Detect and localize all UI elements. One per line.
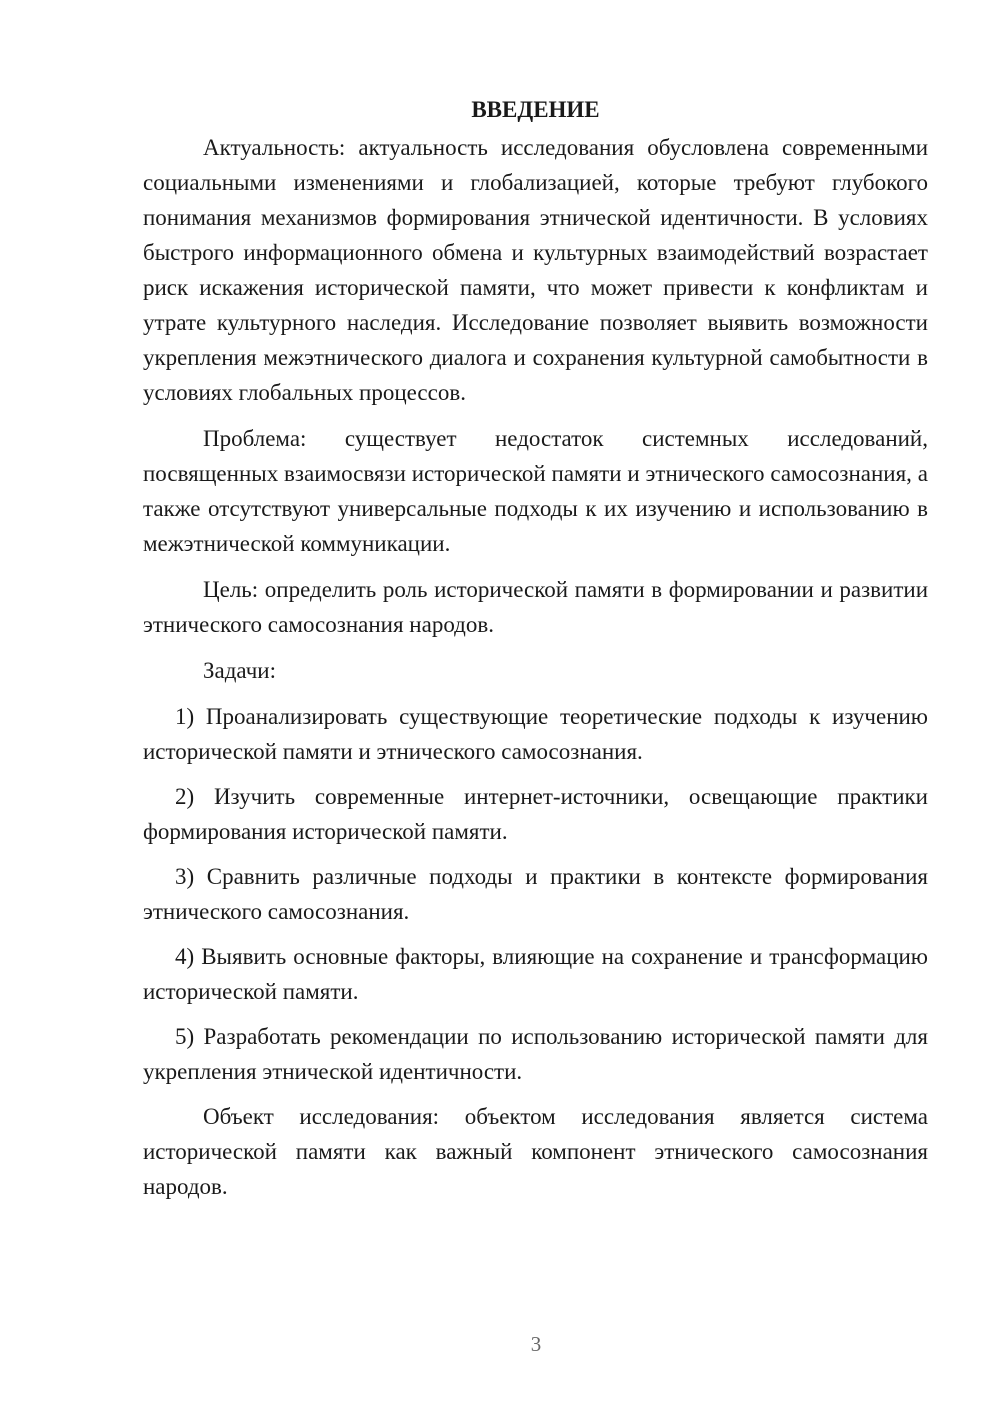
paragraph-goal: Цель: определить роль исторической памяти в формировании и развитии этнического самосознания народов. [143, 577, 928, 637]
task-item-3: 3) Сравнить различные подходы и практики в контексте формирования этнического самосознания. [143, 864, 928, 924]
task-item-2: 2) Изучить современные интернет-источники, освещающие практики формирования исторической памяти. [143, 784, 928, 844]
page-title: ВВЕДЕНИЕ [471, 97, 600, 122]
page-number: 3 [530, 1332, 542, 1356]
task-list [143, 699, 928, 1089]
paragraph-problem: Проблема: существует недостаток системных исследований, посвященных взаимосвязи исторической памяти и этнического самосознания, а также отсутствуют универсальные подходы к их изучению и использованию в межэтнической коммуникации. [143, 426, 928, 556]
paragraph-object: Объект исследования: объектом исследования является система исторической памяти как важный компонент этнического самосознания народов. [143, 1104, 928, 1199]
paragraph-relevance: Актуальность: актуальность исследования обусловлена современными социальными изменениями и глобализацией, которые требуют глубокого понимания механизмов формирования этнической идентичности. В условиях быстрого информационного обмена и культурных взаимодействий возрастает риск искажения исторической памяти, что может привести к конфликтам и утрате культурного наследия. Исследование позволяет выявить возможности укрепления межэтнического диалога и сохранения культурной самобытности в условиях глобальных процессов. [143, 135, 928, 405]
page-body [143, 92, 928, 1215]
task-item-4: 4) Выявить основные факторы, влияющие на сохранение и трансформацию исторической памяти. [143, 944, 928, 1004]
task-item-5: 5) Разработать рекомендации по использованию исторической памяти для укрепления этнической идентичности. [143, 1024, 928, 1084]
tasks-heading: Задачи: [203, 658, 276, 683]
task-item-1: 1) Проанализировать существующие теоретические подходы к изучению исторической памяти и этнического самосознания. [143, 704, 928, 764]
